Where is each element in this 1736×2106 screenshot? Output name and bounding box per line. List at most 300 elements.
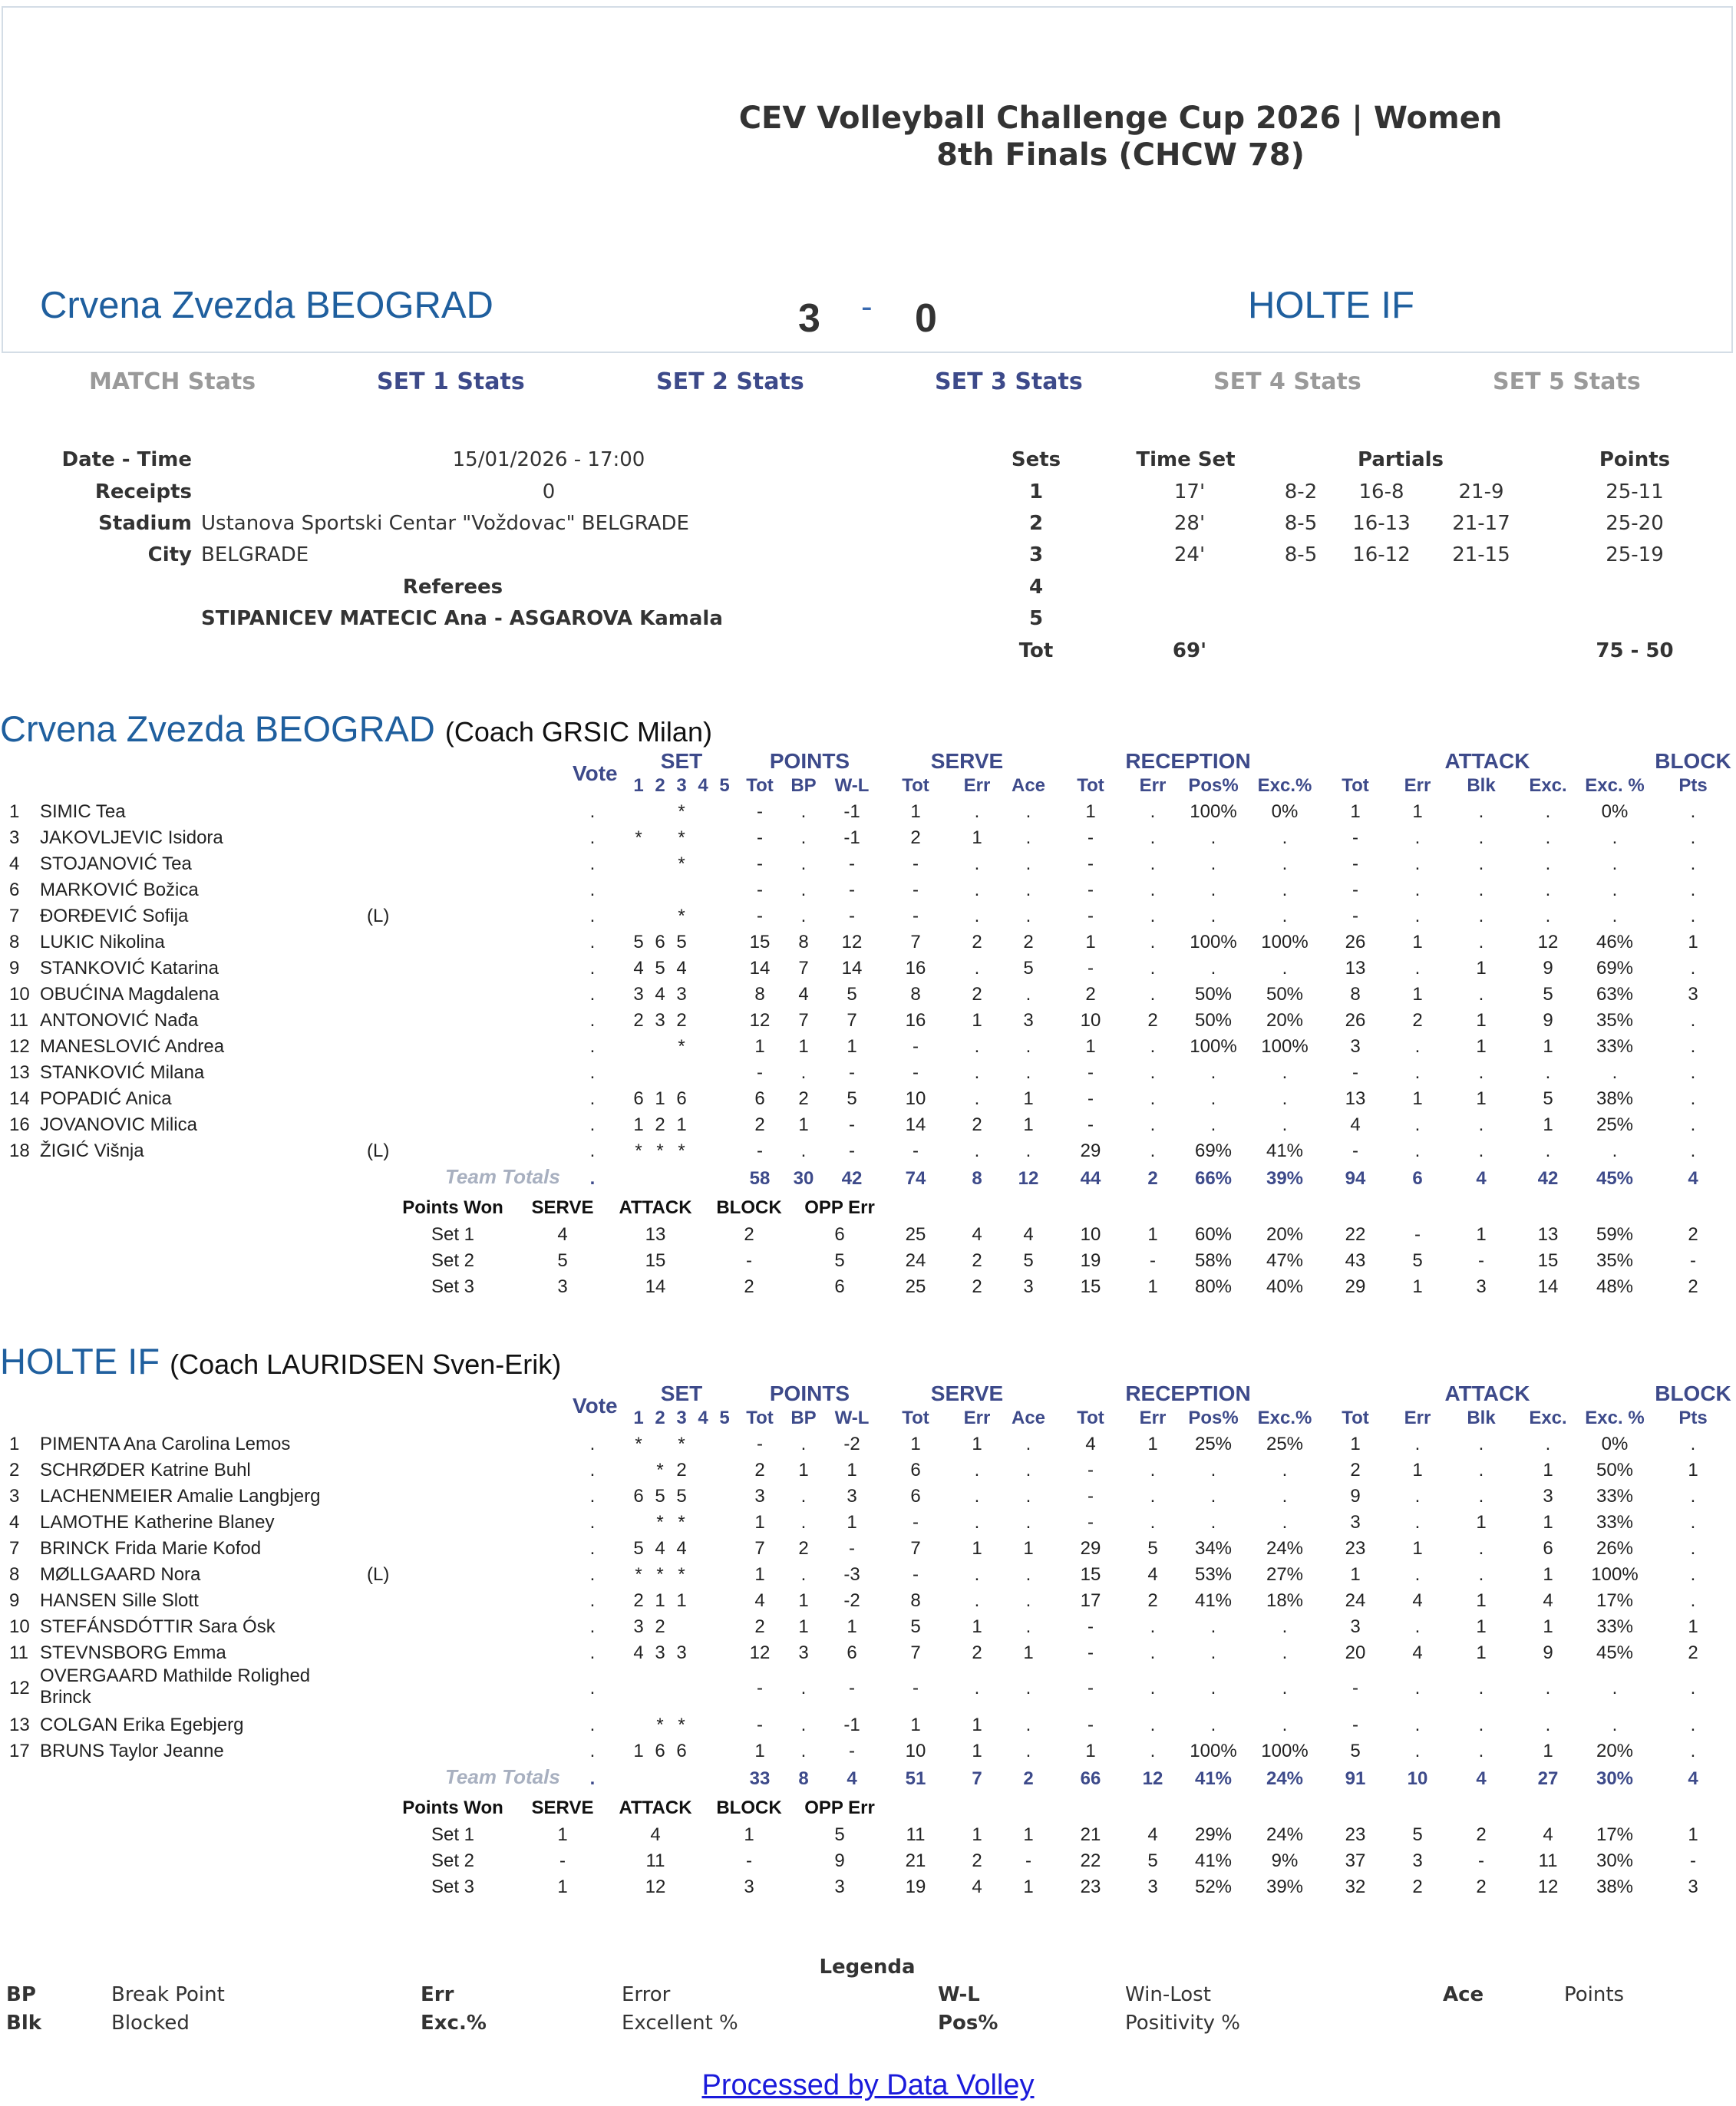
player-stat: . [1150, 801, 1156, 822]
set-points: 25-20 [1606, 512, 1664, 535]
set-partial: 21-15 [1452, 543, 1510, 566]
player-vote: . [589, 1715, 596, 1735]
player-name: Brinck [40, 1687, 91, 1708]
points-won-attack: 12 [645, 1877, 666, 1897]
player-stat: - [1087, 1088, 1094, 1109]
legend-desc: Points [1564, 1983, 1625, 2006]
legend-abbr: Ace [1443, 1983, 1484, 2006]
player-stat: . [1025, 880, 1031, 900]
player-stat: 1 [1543, 1512, 1553, 1533]
player-stat: 1 [1412, 1538, 1423, 1559]
player-number: 7 [9, 906, 20, 926]
player-stat: 2 [1147, 1590, 1158, 1611]
player-stat: 1 [1350, 1564, 1361, 1585]
player-stat: 0% [1601, 801, 1629, 822]
player-stat: . [1414, 1512, 1421, 1533]
player-stat: 1 [1688, 932, 1698, 952]
player-stat: . [1282, 958, 1288, 979]
set-col-header: 1 [633, 1408, 644, 1428]
points-won-attack: 11 [645, 1850, 665, 1871]
player-stat: 1 [1543, 1564, 1553, 1585]
points-won-stat: 23 [1080, 1877, 1101, 1897]
player-stat: . [1210, 1616, 1216, 1637]
player-stat: - [849, 1140, 855, 1161]
player-set-mark: 6 [633, 1486, 644, 1507]
points-won-stat: 60% [1194, 1224, 1233, 1245]
stat-col-header: Pos% [1188, 775, 1239, 796]
team-total-stat: 30% [1596, 1768, 1634, 1789]
player-number: 13 [9, 1062, 30, 1083]
player-stat: . [1025, 984, 1031, 1005]
player-stat: 1 [754, 1564, 765, 1585]
player-stat: 1 [847, 1512, 857, 1533]
player-stat: . [1282, 1678, 1288, 1698]
player-set-mark: 2 [676, 1460, 687, 1480]
player-stat: 2 [1350, 1460, 1361, 1480]
points-won-stat: 24% [1266, 1824, 1304, 1845]
player-stat: . [1690, 1088, 1696, 1109]
player-number: 11 [9, 1010, 28, 1031]
set-points: 25-19 [1606, 543, 1664, 566]
player-stat: . [974, 1088, 980, 1109]
player-set-mark: 1 [633, 1741, 644, 1761]
player-stat: . [1690, 1036, 1696, 1057]
stat-col-header: Exc. % [1585, 1408, 1645, 1428]
player-stat: - [849, 1741, 855, 1761]
player-stat: 26% [1596, 1538, 1634, 1559]
player-vote: . [589, 1088, 596, 1109]
player-stat: . [1210, 1486, 1216, 1507]
player-stat: 23 [1345, 1538, 1366, 1559]
player-set-mark: 5 [676, 932, 687, 952]
player-stat: 26 [1345, 1010, 1366, 1031]
stat-col-header: Blk [1467, 775, 1496, 796]
player-role: (L) [367, 906, 390, 926]
points-won-stat: 21 [905, 1850, 926, 1871]
player-stat: 0% [1601, 1434, 1629, 1454]
player-name: PIMENTA Ana Carolina Lemos [40, 1434, 291, 1454]
points-won-header: SERVE [531, 1797, 594, 1818]
player-stat: 1 [754, 1036, 765, 1057]
points-won-stat: - [1150, 1250, 1156, 1271]
player-stat: . [1690, 1434, 1696, 1454]
team-total-stat: 7 [972, 1768, 982, 1789]
player-stat: 3 [847, 1486, 857, 1507]
player-set-mark: 6 [676, 1088, 687, 1109]
player-stat: - [913, 1564, 919, 1585]
player-stat: . [1478, 1460, 1484, 1480]
team-total-stat: 2 [1147, 1168, 1158, 1189]
team-total-stat: 12 [1142, 1768, 1163, 1789]
points-won-stat: - [1690, 1250, 1696, 1271]
player-set-mark: * [678, 827, 685, 848]
tab-set-5-stats[interactable]: SET 5 Stats [1493, 368, 1641, 395]
player-stat: - [1352, 906, 1358, 926]
player-stat: . [1478, 906, 1484, 926]
player-stat: . [974, 1486, 980, 1507]
set-partial: 21-17 [1452, 512, 1510, 535]
player-stat: 6 [847, 1642, 857, 1663]
legend-abbr: Err [421, 1983, 454, 2006]
home-score: 3 [798, 296, 820, 341]
player-stat: - [757, 906, 763, 926]
points-won-set: Set 3 [431, 1877, 475, 1897]
points-won-stat: 47% [1266, 1250, 1304, 1271]
team-name: HOLTE IF [0, 1341, 160, 1381]
player-stat: . [1150, 1715, 1156, 1735]
player-name: OVERGAARD Mathilde Rolighed [40, 1665, 311, 1686]
set-col-header: 5 [719, 775, 730, 796]
player-stat: 8 [754, 984, 765, 1005]
set-number: 5 [1028, 607, 1044, 630]
player-stat: . [1210, 1088, 1216, 1109]
player-stat: 33% [1596, 1486, 1634, 1507]
player-stat: . [1150, 906, 1156, 926]
team-total-stat: 4 [1476, 1168, 1487, 1189]
points-won-block: 2 [744, 1276, 754, 1297]
player-stat: . [1612, 1715, 1618, 1735]
stat-group-header: ATTACK [1444, 1381, 1530, 1405]
sets-header: Time Set [1136, 448, 1236, 471]
player-stat: . [1025, 1140, 1031, 1161]
team-total-stat: 27 [1537, 1768, 1559, 1789]
stat-col-header: W-L [834, 1408, 870, 1428]
player-stat: 1 [798, 1460, 809, 1480]
set-partial: 8-2 [1284, 480, 1318, 503]
points-won-stat: 4 [972, 1877, 982, 1897]
player-name: JOVANOVIC Milica [40, 1114, 197, 1135]
player-stat: . [1150, 1140, 1156, 1161]
points-won-stat: 1 [1147, 1276, 1158, 1297]
team-total-stat: 41% [1194, 1768, 1233, 1789]
player-stat: . [1282, 1715, 1288, 1735]
player-number: 3 [9, 827, 20, 848]
player-stat: -3 [843, 1564, 860, 1585]
player-stat: 26 [1345, 932, 1366, 952]
points-won-stat: 25 [905, 1276, 926, 1297]
points-won-set: Set 2 [431, 1250, 475, 1271]
player-stat: 69% [1596, 958, 1634, 979]
player-number: 2 [9, 1460, 20, 1480]
player-set-mark: 5 [633, 932, 644, 952]
player-stat: . [1210, 1062, 1216, 1083]
player-number: 9 [9, 1590, 20, 1611]
stat-col-header: Tot [746, 1408, 774, 1428]
set-time: 28' [1173, 512, 1206, 535]
player-stat: . [1150, 932, 1156, 952]
player-stat: . [974, 1564, 980, 1585]
player-vote: . [589, 1564, 596, 1585]
player-stat: - [913, 1062, 919, 1083]
points-won-stat: 2 [972, 1250, 982, 1271]
player-stat: 1 [1543, 1460, 1553, 1480]
legend-desc: Excellent % [622, 2012, 738, 2035]
player-stat: 3 [754, 1486, 765, 1507]
player-stat: 1 [1085, 1036, 1096, 1057]
player-set-mark: * [635, 1434, 642, 1454]
player-stat: 1 [847, 1036, 857, 1057]
player-stat: 1 [1543, 1114, 1553, 1135]
referees-label: Referees [402, 576, 503, 599]
points-won-opp-err: 5 [834, 1824, 845, 1845]
stadium-label: Stadium [98, 512, 192, 535]
team-total-stat: 58 [749, 1168, 771, 1189]
tab-set-3-stats[interactable]: SET 3 Stats [935, 368, 1083, 395]
player-set-mark: 1 [655, 1088, 665, 1109]
stat-group-header: RECEPTION [1125, 749, 1251, 773]
player-stat: . [1690, 1140, 1696, 1161]
points-won-stat: 11 [906, 1824, 926, 1845]
player-set-mark: 4 [676, 958, 687, 979]
legend-abbr: Pos% [938, 2012, 998, 2035]
player-stat: - [1352, 1140, 1358, 1161]
player-stat: . [1690, 1538, 1696, 1559]
points-won-block: - [746, 1850, 752, 1871]
points-won-stat: 5 [1147, 1850, 1158, 1871]
player-stat: . [974, 1460, 980, 1480]
player-stat: . [974, 1512, 980, 1533]
player-stat: . [1150, 880, 1156, 900]
player-stat: . [800, 1564, 807, 1585]
player-stat: - [1352, 1062, 1358, 1083]
points-won-attack: 13 [645, 1224, 666, 1245]
player-stat: - [1087, 1715, 1094, 1735]
player-stat: . [1545, 880, 1551, 900]
player-stat: 6 [754, 1088, 765, 1109]
tab-set-4-stats[interactable]: SET 4 Stats [1213, 368, 1361, 395]
player-stat: . [1690, 1512, 1696, 1533]
points-won-header: SERVE [531, 1197, 594, 1218]
page-title [737, 100, 1504, 173]
player-stat: . [1690, 1715, 1696, 1735]
player-stat: - [849, 906, 855, 926]
player-stat: 5 [1350, 1741, 1361, 1761]
player-vote: . [589, 932, 596, 952]
points-won-stat: - [1478, 1850, 1484, 1871]
player-stat: . [800, 880, 807, 900]
data-volley-link[interactable]: Processed by Data Volley [701, 2069, 1035, 2101]
player-set-mark: 5 [655, 1486, 665, 1507]
player-stat: - [757, 1140, 763, 1161]
legend-abbr: Exc.% [421, 2012, 487, 2035]
points-won-stat: 1 [1412, 1276, 1423, 1297]
player-stat: - [1087, 1114, 1094, 1135]
player-stat: - [1087, 1616, 1094, 1637]
player-stat: 1 [1476, 1512, 1487, 1533]
player-set-mark: * [678, 1036, 685, 1057]
player-stat: 1 [1412, 932, 1423, 952]
player-stat: . [1414, 1114, 1421, 1135]
tab-set-1-stats[interactable]: SET 1 Stats [377, 368, 525, 395]
points-won-serve: 3 [557, 1276, 568, 1297]
player-stat: - [1087, 1486, 1094, 1507]
set-partial: 8-5 [1284, 512, 1318, 535]
points-won-attack: 14 [645, 1276, 666, 1297]
points-won-header: Points Won [402, 1797, 503, 1818]
player-number: 12 [9, 1678, 30, 1698]
sets-header: Sets [1011, 448, 1061, 471]
player-stat: . [1545, 853, 1551, 874]
player-stat: 17 [1080, 1590, 1101, 1611]
player-stat: 7 [910, 1538, 921, 1559]
points-won-opp-err: 5 [834, 1250, 845, 1271]
team-total-stat: 39% [1266, 1168, 1304, 1189]
player-stat: 5 [1023, 958, 1034, 979]
points-won-stat: 1 [1023, 1877, 1034, 1897]
player-stat: . [1282, 1062, 1288, 1083]
sets-header: Partials [1358, 448, 1444, 471]
points-won-block: 3 [744, 1877, 754, 1897]
stat-col-header: Pts [1678, 1408, 1708, 1428]
player-role: (L) [367, 1140, 390, 1161]
set-points: 25-11 [1606, 480, 1664, 503]
player-number: 16 [9, 1114, 30, 1135]
player-stat: - [849, 1678, 855, 1698]
points-won-stat: - [1025, 1850, 1031, 1871]
points-won-serve: 4 [557, 1224, 568, 1245]
player-stat: . [1690, 880, 1696, 900]
player-stat: 41% [1194, 1590, 1233, 1611]
team-total-stat: 44 [1080, 1168, 1101, 1189]
player-stat: . [1282, 1460, 1288, 1480]
player-stat: . [1150, 1512, 1156, 1533]
player-stat: 1 [847, 1460, 857, 1480]
player-stat: 4 [798, 984, 809, 1005]
team-totals-vote: . [589, 1168, 596, 1189]
player-stat: . [974, 1140, 980, 1161]
player-number: 8 [9, 932, 20, 952]
player-stat: 4 [1543, 1590, 1553, 1611]
points-won-header: ATTACK [619, 1197, 692, 1218]
player-stat: 2 [754, 1460, 765, 1480]
player-set-mark: * [656, 1715, 664, 1735]
points-won-stat: 19 [1080, 1250, 1101, 1271]
tab-set-2-stats[interactable]: SET 2 Stats [656, 368, 804, 395]
player-stat: - [849, 853, 855, 874]
player-set-mark: * [678, 1564, 685, 1585]
player-stat: . [1478, 1564, 1484, 1585]
player-stat: . [1478, 827, 1484, 848]
player-stat: 5 [847, 1088, 857, 1109]
player-name: SIMIC Tea [40, 801, 126, 822]
player-stat: . [1545, 1678, 1551, 1698]
player-stat: . [1545, 1062, 1551, 1083]
stat-col-header: Exc. % [1585, 775, 1645, 796]
set-number: 3 [1028, 543, 1044, 566]
player-stat: 14 [905, 1114, 926, 1135]
set-col-header: 3 [676, 775, 687, 796]
player-stat: 1 [972, 1741, 982, 1761]
player-stat: . [974, 1678, 980, 1698]
player-stat: . [1545, 801, 1551, 822]
player-stat: . [974, 1062, 980, 1083]
player-set-mark: * [656, 1512, 664, 1533]
player-stat: . [1025, 1741, 1031, 1761]
player-stat: 5 [910, 1616, 921, 1637]
points-won-set: Set 2 [431, 1850, 475, 1871]
legend-desc: Win-Lost [1125, 1983, 1211, 2006]
team-total-stat: 91 [1345, 1768, 1366, 1789]
player-stat: . [1690, 1590, 1696, 1611]
player-name: ANTONOVIĆ Nađa [40, 1010, 199, 1031]
player-stat: 7 [754, 1538, 765, 1559]
player-number: 4 [9, 1512, 20, 1533]
stat-col-header: Exc. [1529, 775, 1567, 796]
player-stat: 1 [972, 1715, 982, 1735]
points-won-stat: 9% [1271, 1850, 1299, 1871]
stat-col-header: Err [1139, 1408, 1167, 1428]
player-set-mark: 3 [633, 1616, 644, 1637]
player-stat: 100% [1190, 801, 1237, 822]
player-stat: 10 [905, 1088, 926, 1109]
player-stat: . [1210, 1460, 1216, 1480]
player-stat: . [800, 853, 807, 874]
player-set-mark: 6 [655, 932, 665, 952]
points-won-stat: 11 [1538, 1850, 1558, 1871]
team-total-stat: 30 [793, 1168, 814, 1189]
player-stat: 2 [910, 827, 921, 848]
points-won-header: OPP Err [804, 1197, 875, 1218]
player-set-mark: 5 [676, 1486, 687, 1507]
player-set-mark: * [656, 1460, 664, 1480]
tab-match-stats[interactable]: MATCH Stats [89, 368, 256, 395]
player-set-mark: 5 [655, 958, 665, 979]
player-stat: . [1150, 1616, 1156, 1637]
stat-col-header: BP [790, 1408, 817, 1428]
player-stat: . [1210, 1715, 1216, 1735]
player-stat: . [1690, 906, 1696, 926]
stat-col-header: Tot [1077, 775, 1104, 796]
player-stat: 12 [749, 1010, 771, 1031]
player-stat: 9 [1543, 1642, 1553, 1663]
points-won-stat: 17% [1596, 1824, 1634, 1845]
player-stat: -1 [843, 1715, 860, 1735]
player-stat: - [1087, 1062, 1094, 1083]
player-set-mark: 4 [633, 958, 644, 979]
player-stat: . [1210, 906, 1216, 926]
player-stat: 4 [1085, 1434, 1096, 1454]
player-stat: . [1690, 1062, 1696, 1083]
player-stat: 7 [798, 1010, 809, 1031]
points-won-stat: 29% [1194, 1824, 1233, 1845]
player-stat: . [1025, 1678, 1031, 1698]
player-set-mark: * [635, 827, 642, 848]
team-total-stat: 8 [972, 1168, 982, 1189]
player-stat: . [1478, 1140, 1484, 1161]
legend-desc: Break Point [111, 1983, 225, 2006]
player-stat: 4 [1412, 1590, 1423, 1611]
player-stat: 1 [798, 1590, 809, 1611]
team-heading [0, 1340, 561, 1382]
player-stat: 35% [1596, 1010, 1634, 1031]
stat-col-header: Err [1404, 775, 1431, 796]
player-stat: . [1282, 906, 1288, 926]
player-stat: 1 [1476, 1010, 1487, 1031]
player-stat: . [1025, 1564, 1031, 1585]
city-label: City [147, 543, 192, 566]
player-stat: 7 [798, 958, 809, 979]
points-won-stat: 1 [1147, 1224, 1158, 1245]
player-stat: - [849, 1062, 855, 1083]
player-stat: 2 [754, 1114, 765, 1135]
player-stat: 1 [754, 1741, 765, 1761]
player-stat: . [1414, 1616, 1421, 1637]
team-total-stat: 4 [1688, 1768, 1698, 1789]
player-stat: -2 [843, 1434, 860, 1454]
points-won-stat: 5 [1023, 1250, 1034, 1271]
points-won-header: ATTACK [619, 1797, 692, 1818]
set-col-header: 3 [676, 1408, 687, 1428]
